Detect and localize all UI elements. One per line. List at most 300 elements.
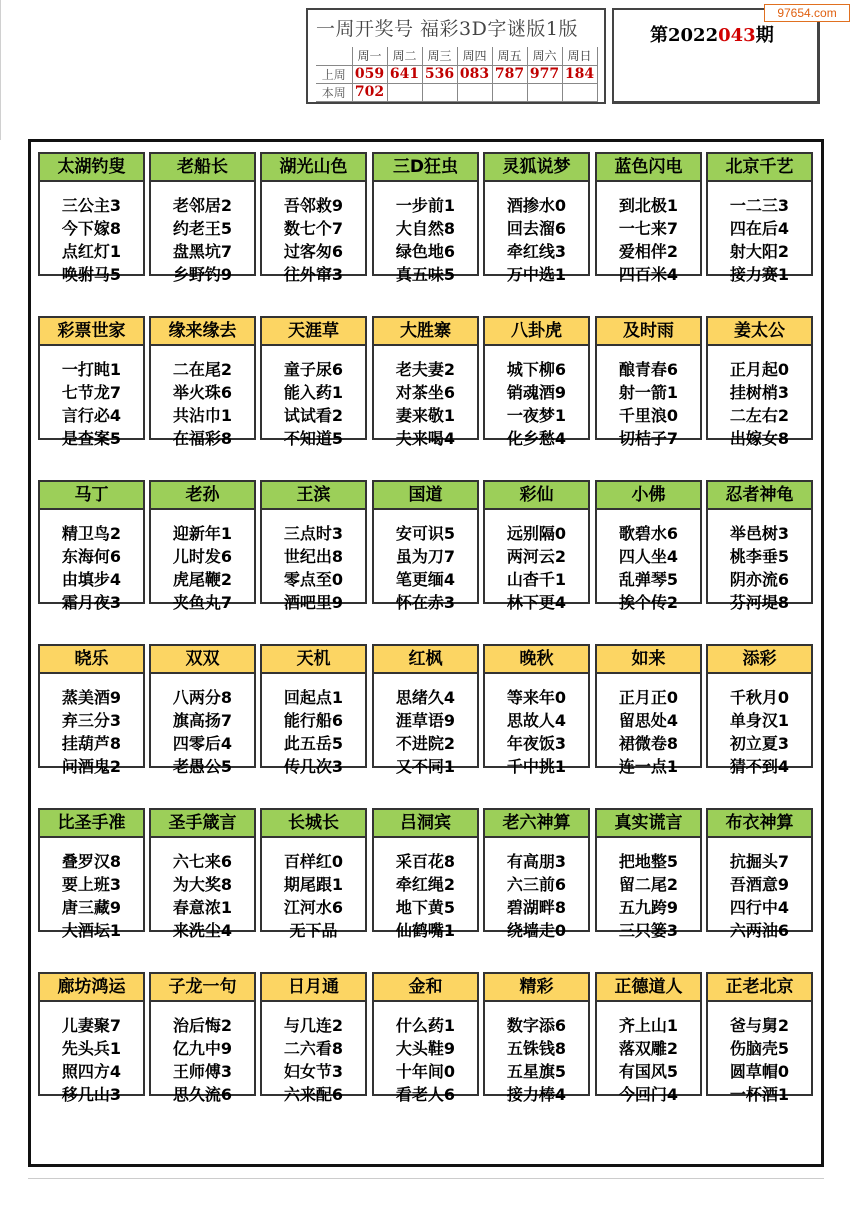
- riddle-line: 传几次3: [283, 757, 344, 776]
- riddle-line: 先头兵1: [61, 1039, 122, 1058]
- riddle-line: 留思处4: [618, 711, 679, 730]
- riddle-card: [706, 644, 813, 776]
- draw-number: [422, 83, 457, 101]
- riddle-card: [595, 480, 702, 612]
- riddle-line: 一杯酒1: [729, 1085, 790, 1104]
- site-watermark[interactable]: 97654.com: [764, 4, 850, 22]
- riddle-line: 回去溜6: [506, 219, 567, 238]
- riddle-line: 移几山3: [61, 1085, 122, 1104]
- riddle-line: 春意浓1: [172, 898, 233, 917]
- riddle-line: 无下品: [289, 921, 338, 940]
- riddle-author: 吕洞宾: [374, 810, 477, 838]
- riddle-card: [706, 972, 813, 1104]
- riddle-author: 小佛: [597, 482, 700, 510]
- riddle-line: 大自然8: [395, 219, 456, 238]
- riddle-line: 出嫁女8: [729, 429, 790, 448]
- riddle-line: 霜月夜3: [61, 593, 122, 612]
- riddle-line: 言行必4: [61, 406, 122, 425]
- riddle-lines: [597, 686, 700, 778]
- riddle-lines: [262, 1014, 365, 1106]
- riddle-author: 国道: [374, 482, 477, 510]
- riddle-line: 思久流6: [172, 1085, 233, 1104]
- riddle-line: 一二三3: [729, 196, 790, 215]
- issue-panel: [612, 8, 820, 104]
- draw-number: [562, 83, 597, 101]
- riddle-lines: [708, 194, 811, 286]
- riddle-line: 治后悔2: [172, 1016, 233, 1035]
- draw-number: 536: [422, 65, 457, 83]
- issue-suffix: 期: [755, 25, 774, 46]
- this-week-row: [316, 83, 597, 101]
- riddle-lines: [262, 358, 365, 450]
- riddle-author: 红枫: [374, 646, 477, 674]
- riddle-author: 三D狂虫: [374, 154, 477, 182]
- riddle-line: 挂葫芦8: [61, 734, 122, 753]
- riddle-lines: [708, 522, 811, 614]
- riddle-author: 子龙一句: [151, 974, 254, 1002]
- riddle-card: [149, 152, 256, 284]
- riddle-line: 妇女节3: [283, 1062, 344, 1081]
- riddle-lines: [151, 522, 254, 614]
- riddle-line: 看老人6: [395, 1085, 456, 1104]
- riddle-card: [149, 480, 256, 612]
- riddle-line: 三公主3: [61, 196, 122, 215]
- riddle-lines: [485, 1014, 588, 1106]
- draw-panel-title: 一周开奖号 福彩3D字谜版1版: [316, 18, 578, 40]
- riddle-line: 远别隔0: [506, 524, 567, 543]
- riddle-author: 真实谎言: [597, 810, 700, 838]
- riddle-card: [483, 972, 590, 1104]
- riddle-card: [706, 480, 813, 612]
- riddle-lines: [597, 850, 700, 942]
- riddle-line: 要上班3: [61, 875, 122, 894]
- riddle-author: 金和: [374, 974, 477, 1002]
- riddle-line: 虽为刀7: [395, 547, 456, 566]
- riddle-author: 八卦虎: [485, 318, 588, 346]
- riddle-card: [595, 152, 702, 284]
- riddle-lines: [374, 1014, 477, 1106]
- riddle-line: 芬河堤8: [729, 593, 790, 612]
- riddle-line: 五铢钱8: [506, 1039, 567, 1058]
- draw-number: 977: [527, 65, 562, 83]
- riddle-line: 唐三藏9: [61, 898, 122, 917]
- riddle-lines: [151, 850, 254, 942]
- riddle-author: 彩票世家: [40, 318, 143, 346]
- riddle-line: 江河水6: [283, 898, 344, 917]
- riddle-line: 牵红线3: [506, 242, 567, 261]
- riddle-line: 酒掺水0: [506, 196, 567, 215]
- riddle-line: 有国风5: [618, 1062, 679, 1081]
- riddle-line: 四人坐4: [618, 547, 679, 566]
- riddle-author: 老六神算: [485, 810, 588, 838]
- riddle-line: 举火珠6: [172, 383, 233, 402]
- riddle-author: 圣手箴言: [151, 810, 254, 838]
- riddle-line: 期尾跟1: [283, 875, 344, 894]
- riddle-lines: [374, 194, 477, 286]
- riddle-line: 两河云2: [506, 547, 567, 566]
- riddle-line: 绕墙走0: [506, 921, 567, 940]
- riddle-line: 接力赛1: [729, 265, 790, 284]
- riddle-line: 爱相伴2: [618, 242, 679, 261]
- riddle-lines: [708, 358, 811, 450]
- riddle-line: 齐上山1: [618, 1016, 679, 1035]
- riddle-line: 又不同1: [395, 757, 456, 776]
- riddle-card: [372, 808, 479, 940]
- draw-number: 787: [492, 65, 527, 83]
- riddle-author: 缘来缘去: [151, 318, 254, 346]
- riddle-author: 北京千艺: [708, 154, 811, 182]
- riddle-card: [260, 480, 367, 612]
- riddle-card: [260, 316, 367, 448]
- riddle-line: 化乡愁4: [506, 429, 567, 448]
- riddle-line: 三点时3: [283, 524, 344, 543]
- riddle-line: 千里浪0: [618, 406, 679, 425]
- riddle-card: [260, 152, 367, 284]
- riddle-line: 由填步4: [61, 570, 122, 589]
- riddle-line: 单身汉1: [729, 711, 790, 730]
- riddle-line: 六三前6: [506, 875, 567, 894]
- riddle-card: [483, 152, 590, 284]
- riddle-card: [372, 972, 479, 1104]
- riddle-author: 老船长: [151, 154, 254, 182]
- riddle-line: 接力棒4: [506, 1085, 567, 1104]
- riddle-line: 地下黄5: [395, 898, 456, 917]
- riddle-line: 六七来6: [172, 852, 233, 871]
- riddle-line: 绿色地6: [395, 242, 456, 261]
- riddle-card: [372, 480, 479, 612]
- riddle-line: 夫来喝4: [395, 429, 456, 448]
- draw-number: [457, 83, 492, 101]
- day-label: 周四: [457, 47, 492, 65]
- riddle-line: 亿九中9: [172, 1039, 233, 1058]
- riddle-card: [595, 808, 702, 940]
- riddle-line: 伤脑壳5: [729, 1039, 790, 1058]
- riddle-author: 日月通: [262, 974, 365, 1002]
- riddle-line: 二在尾2: [172, 360, 233, 379]
- riddle-line: 举邑树3: [729, 524, 790, 543]
- riddle-lines: [262, 522, 365, 614]
- riddle-lines: [374, 358, 477, 450]
- riddle-line: 歌碧水6: [618, 524, 679, 543]
- riddle-line: 连一点1: [618, 757, 679, 776]
- riddle-line: 等来年0: [506, 688, 567, 707]
- riddle-card: [372, 152, 479, 284]
- riddle-line: 涯草语9: [395, 711, 456, 730]
- riddle-line: 虎尾鞭2: [172, 570, 233, 589]
- riddle-lines: [151, 358, 254, 450]
- riddle-lines: [262, 850, 365, 942]
- riddle-line: 酿青春6: [618, 360, 679, 379]
- day-label: 周日: [562, 47, 597, 65]
- riddle-line: 世纪出8: [283, 547, 344, 566]
- riddle-author: 长城长: [262, 810, 365, 838]
- riddle-line: 试试看2: [283, 406, 344, 425]
- riddle-line: 一夜梦1: [506, 406, 567, 425]
- riddle-author: 如来: [597, 646, 700, 674]
- draw-number: [387, 83, 422, 101]
- riddle-line: 八两分8: [172, 688, 233, 707]
- riddle-line: 抗掘头7: [729, 852, 790, 871]
- riddle-line: 妻来敬1: [395, 406, 456, 425]
- riddle-line: 林下更4: [506, 593, 567, 612]
- riddle-line: 把地整5: [618, 852, 679, 871]
- riddle-author: 马丁: [40, 482, 143, 510]
- riddle-line: 回起点1: [283, 688, 344, 707]
- riddle-line: 万中选1: [506, 265, 567, 284]
- riddle-line: 二左右2: [729, 406, 790, 425]
- day-label: 周五: [492, 47, 527, 65]
- riddle-line: 不知道5: [283, 429, 344, 448]
- riddle-line: 数七个7: [283, 219, 344, 238]
- riddle-lines: [262, 686, 365, 778]
- riddle-lines: [151, 686, 254, 778]
- riddle-line: 五星旗5: [506, 1062, 567, 1081]
- riddle-line: 六来配6: [283, 1085, 344, 1104]
- riddle-card: [38, 316, 145, 448]
- riddle-lines: [485, 686, 588, 778]
- riddle-card: [595, 644, 702, 776]
- riddle-line: 挂树梢3: [729, 383, 790, 402]
- riddle-line: 四百米4: [618, 265, 679, 284]
- riddle-line: 叠罗汉8: [61, 852, 122, 871]
- riddle-line: 七节龙7: [61, 383, 122, 402]
- riddle-line: 老夫妻2: [395, 360, 456, 379]
- riddle-author: 布衣神算: [708, 810, 811, 838]
- riddle-author: 及时雨: [597, 318, 700, 346]
- riddle-lines: [597, 194, 700, 286]
- riddle-lines: [374, 850, 477, 942]
- page-edge-line: [0, 0, 1, 140]
- draw-number: 059: [352, 65, 387, 83]
- day-label: 周一: [352, 47, 387, 65]
- riddle-lines: [151, 194, 254, 286]
- riddle-line: 乡野钓9: [172, 265, 233, 284]
- days-row: [316, 47, 597, 65]
- riddle-line: 正月起0: [729, 360, 790, 379]
- riddle-line: 四行中4: [729, 898, 790, 917]
- riddle-line: 对茶坐6: [395, 383, 456, 402]
- riddle-line: 牵红绳2: [395, 875, 456, 894]
- riddle-lines: [485, 358, 588, 450]
- riddle-lines: [151, 1014, 254, 1106]
- riddle-line: 猜不到4: [729, 757, 790, 776]
- riddle-author: 廊坊鸿运: [40, 974, 143, 1002]
- riddle-lines: [597, 1014, 700, 1106]
- issue-digits: 043: [718, 25, 756, 46]
- riddle-line: 盘黑坑7: [172, 242, 233, 261]
- riddle-line: 约老王5: [172, 219, 233, 238]
- riddle-line: 今回门4: [618, 1085, 679, 1104]
- riddle-card: [595, 972, 702, 1104]
- riddle-line: 安可识5: [395, 524, 456, 543]
- riddle-line: 千秋月0: [729, 688, 790, 707]
- riddle-lines: [597, 522, 700, 614]
- riddle-line: 正月正0: [618, 688, 679, 707]
- riddle-line: 旗高扬7: [172, 711, 233, 730]
- riddle-lines: [485, 194, 588, 286]
- riddle-line: 唤驸马5: [61, 265, 122, 284]
- riddle-line: 东海何6: [61, 547, 122, 566]
- riddle-line: 思绪久4: [395, 688, 456, 707]
- riddle-line: 碧湖畔8: [506, 898, 567, 917]
- riddle-author: 王滨: [262, 482, 365, 510]
- riddle-line: 三只篓3: [618, 921, 679, 940]
- riddle-author: 晓乐: [40, 646, 143, 674]
- riddle-line: 二六看8: [283, 1039, 344, 1058]
- riddle-author: 湖光山色: [262, 154, 365, 182]
- riddle-card: [38, 644, 145, 776]
- weekly-draw-table: [316, 47, 598, 102]
- riddle-lines: [485, 850, 588, 942]
- riddle-card: [38, 480, 145, 612]
- riddle-line: 阴亦流6: [729, 570, 790, 589]
- riddle-line: 射一箭1: [618, 383, 679, 402]
- riddle-lines: [597, 358, 700, 450]
- riddle-line: 王师傅3: [172, 1062, 233, 1081]
- riddle-line: 大酒坛1: [61, 921, 122, 940]
- riddle-line: 落双雕2: [618, 1039, 679, 1058]
- riddle-card: [483, 644, 590, 776]
- riddle-author: 正老北京: [708, 974, 811, 1002]
- riddle-lines: [40, 522, 143, 614]
- riddle-line: 零点至0: [283, 570, 344, 589]
- riddle-line: 笔更缅4: [395, 570, 456, 589]
- riddle-line: 有高朋3: [506, 852, 567, 871]
- riddle-line: 今下嫁8: [61, 219, 122, 238]
- riddle-lines: [40, 850, 143, 942]
- issue-prefix: 第2022: [650, 25, 719, 46]
- riddle-line: 千中挑1: [506, 757, 567, 776]
- riddle-line: 射大阳2: [729, 242, 790, 261]
- day-label: 周六: [527, 47, 562, 65]
- riddle-line: 儿时发6: [172, 547, 233, 566]
- riddle-line: 夹鱼丸7: [172, 593, 233, 612]
- riddle-lines: [708, 850, 811, 942]
- riddle-card: [38, 808, 145, 940]
- riddle-card: [706, 152, 813, 284]
- riddle-line: 五九跨9: [618, 898, 679, 917]
- page-bottom-line: [28, 1178, 824, 1179]
- weekly-draw-panel: [306, 8, 606, 104]
- riddle-card: [483, 808, 590, 940]
- riddle-line: 精卫鸟2: [61, 524, 122, 543]
- last-week-label: 上周: [316, 65, 352, 83]
- riddle-lines: [374, 686, 477, 778]
- draw-number: [527, 83, 562, 101]
- riddle-line: 弃三分3: [61, 711, 122, 730]
- riddle-line: 百样红0: [283, 852, 344, 871]
- riddle-line: 六两油6: [729, 921, 790, 940]
- riddle-line: 往外窜3: [283, 265, 344, 284]
- riddle-author: 老孙: [151, 482, 254, 510]
- riddle-line: 初立夏3: [729, 734, 790, 753]
- riddle-line: 此五岳5: [283, 734, 344, 753]
- riddle-line: 什么药1: [395, 1016, 456, 1035]
- riddle-card: [372, 316, 479, 448]
- riddle-lines: [374, 522, 477, 614]
- riddle-line: 裙微卷8: [618, 734, 679, 753]
- riddle-line: 问酒鬼2: [61, 757, 122, 776]
- riddle-author: 双双: [151, 646, 254, 674]
- riddle-line: 采百花8: [395, 852, 456, 871]
- riddle-grid-frame: [28, 139, 824, 1167]
- riddle-author: 姜太公: [708, 318, 811, 346]
- riddle-card: [149, 644, 256, 776]
- riddle-line: 四在后4: [729, 219, 790, 238]
- draw-number: 184: [562, 65, 597, 83]
- riddle-line: 思故人4: [506, 711, 567, 730]
- riddle-line: 年夜饭3: [506, 734, 567, 753]
- riddle-line: 蒸美酒9: [61, 688, 122, 707]
- issue-number: [650, 21, 774, 47]
- riddle-lines: [262, 194, 365, 286]
- riddle-line: 一打盹1: [61, 360, 122, 379]
- riddle-line: 乱弹琴5: [618, 570, 679, 589]
- riddle-lines: [485, 522, 588, 614]
- riddle-author: 晚秋: [485, 646, 588, 674]
- draw-number: 083: [457, 65, 492, 83]
- riddle-line: 能行船6: [283, 711, 344, 730]
- riddle-author: 太湖钓叟: [40, 154, 143, 182]
- riddle-line: 照四方4: [61, 1062, 122, 1081]
- riddle-line: 真五味5: [395, 265, 456, 284]
- riddle-author: 正德道人: [597, 974, 700, 1002]
- corner-cell: [316, 47, 352, 65]
- riddle-line: 吾邻救9: [283, 196, 344, 215]
- riddle-line: 与几连2: [283, 1016, 344, 1035]
- riddle-card: [260, 808, 367, 940]
- riddle-line: 来洗尘4: [172, 921, 233, 940]
- riddle-lines: [40, 194, 143, 286]
- riddle-line: 圆草帽0: [729, 1062, 790, 1081]
- riddle-lines: [40, 1014, 143, 1106]
- riddle-author: 蓝色闪电: [597, 154, 700, 182]
- riddle-author: 灵狐说梦: [485, 154, 588, 182]
- riddle-line: 大头鞋9: [395, 1039, 456, 1058]
- riddle-card: [260, 644, 367, 776]
- riddle-line: 老邻居2: [172, 196, 233, 215]
- draw-number: [492, 83, 527, 101]
- riddle-line: 童子尿6: [283, 360, 344, 379]
- day-label: 周三: [422, 47, 457, 65]
- riddle-line: 不进院2: [395, 734, 456, 753]
- riddle-card: [483, 316, 590, 448]
- draw-number: 641: [387, 65, 422, 83]
- riddle-line: 爸与舅2: [729, 1016, 790, 1035]
- riddle-line: 十年间0: [395, 1062, 456, 1081]
- riddle-lines: [708, 1014, 811, 1106]
- riddle-card: [706, 808, 813, 940]
- riddle-line: 儿妻聚7: [61, 1016, 122, 1035]
- riddle-line: 吾酒意9: [729, 875, 790, 894]
- riddle-author: 天涯草: [262, 318, 365, 346]
- this-week-label: 本周: [316, 83, 352, 101]
- riddle-line: 为大奖8: [172, 875, 233, 894]
- riddle-line: 一步前1: [395, 196, 456, 215]
- riddle-line: 数字添6: [506, 1016, 567, 1035]
- riddle-line: 销魂酒9: [506, 383, 567, 402]
- riddle-author: 彩仙: [485, 482, 588, 510]
- riddle-card: [483, 480, 590, 612]
- riddle-author: 精彩: [485, 974, 588, 1002]
- riddle-lines: [40, 686, 143, 778]
- riddle-line: 桃李垂5: [729, 547, 790, 566]
- riddle-line: 过客匆6: [283, 242, 344, 261]
- riddle-card: [706, 316, 813, 448]
- riddle-line: 挨个传2: [618, 593, 679, 612]
- riddle-card: [372, 644, 479, 776]
- riddle-line: 一七来7: [618, 219, 679, 238]
